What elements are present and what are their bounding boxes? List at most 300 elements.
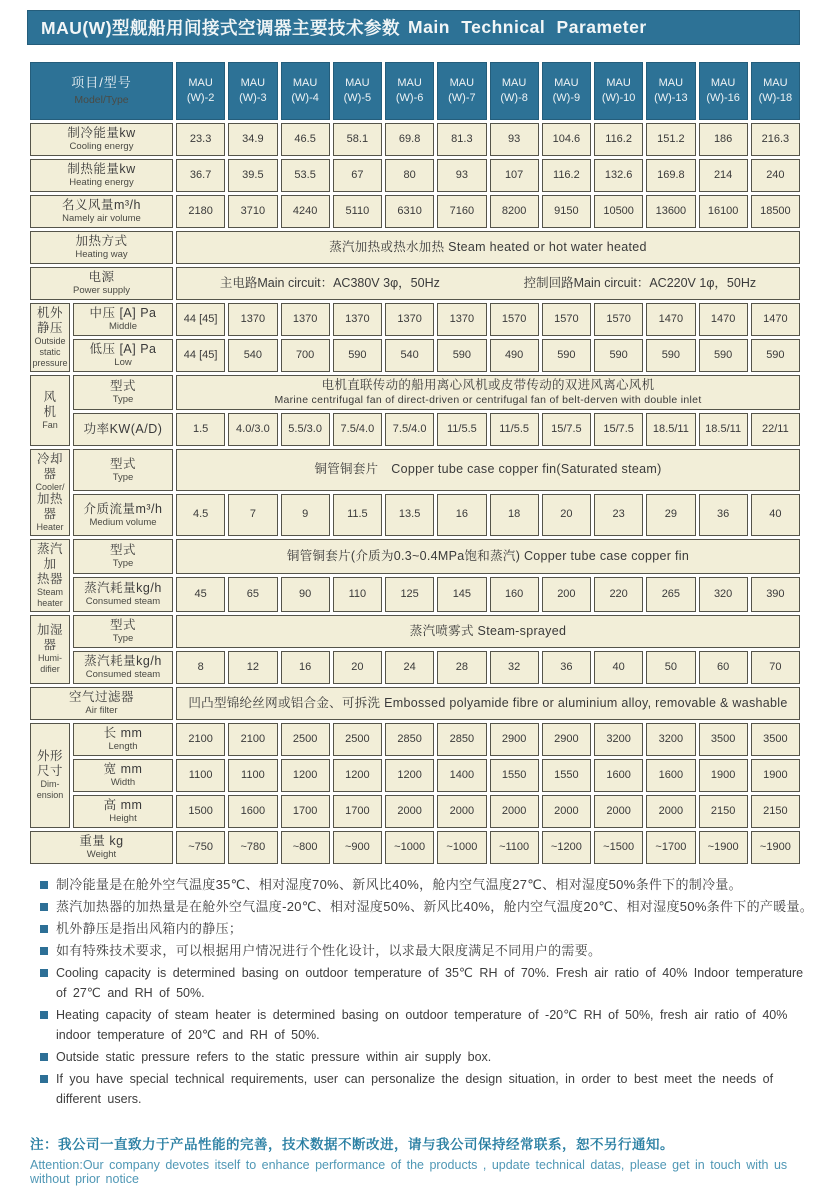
model-header — [490, 62, 539, 120]
model-header — [281, 62, 330, 120]
data-value: 2900 — [554, 732, 579, 745]
footnote-text: Heating capacity of steam heater is determined basing on outdoor temperature of -20℃ RH of 50%, fresh air ratio of 40% indoor temperature of 20℃ and RH of 50%. — [56, 1008, 788, 1043]
data-cell — [542, 413, 591, 446]
data-value: 590 — [609, 348, 628, 361]
data-value: 1600 — [240, 804, 266, 817]
data-value: 5110 — [345, 204, 370, 217]
square-bullet-icon — [40, 925, 48, 933]
data-value: 7160 — [449, 204, 475, 217]
data-cell — [594, 195, 643, 228]
data-cell — [385, 577, 434, 612]
data-cell — [176, 494, 225, 536]
data-cell — [437, 577, 486, 612]
model-suffix: (W)-4 — [291, 92, 319, 104]
data-value: 10500 — [603, 204, 634, 217]
data-cell — [542, 831, 591, 864]
model-header — [228, 62, 277, 120]
model-suffix: (W)-16 — [706, 92, 740, 104]
data-cell — [646, 759, 695, 792]
data-value: 18.5/11 — [652, 422, 689, 435]
data-cell — [699, 339, 748, 372]
data-cell — [646, 577, 695, 612]
data-cell — [490, 723, 539, 756]
data-value: 132.6 — [604, 168, 633, 181]
data-value: 46.5 — [294, 132, 316, 145]
data-cell — [490, 159, 539, 192]
row-label — [73, 449, 173, 491]
data-cell — [646, 303, 695, 336]
data-value: 116.2 — [553, 168, 580, 181]
data-value: 20 — [560, 508, 573, 521]
square-bullet-icon — [40, 947, 48, 955]
data-value: 58.1 — [346, 132, 369, 145]
model-prefix: MAU — [501, 76, 527, 89]
data-cell — [281, 831, 330, 864]
spec-table — [30, 62, 800, 864]
data-cell — [333, 339, 382, 372]
data-cell — [228, 651, 277, 684]
footnote-text: 如有特殊技术要求，可以根据用户情况进行个性化设计，以求最大限度满足不同用户的需要。 — [56, 943, 602, 959]
data-value: 2000 — [658, 804, 684, 817]
model-prefix: MAU — [606, 76, 631, 89]
row-label-en: Type — [112, 394, 134, 406]
data-value: 4.0/3.0 — [236, 422, 270, 435]
group-label — [30, 375, 70, 446]
data-cell — [176, 413, 225, 446]
data-value: 151.2 — [657, 132, 685, 145]
data-value: 5.5/3.0 — [288, 422, 322, 435]
row-label-en: Type — [112, 558, 134, 570]
data-value: 1100 — [188, 768, 213, 781]
data-value: 15/7.5 — [603, 422, 634, 435]
row-label-zh: 制冷能量kw — [67, 126, 136, 141]
data-cell — [176, 303, 225, 336]
data-value: 13.5 — [398, 508, 421, 521]
model-header — [385, 62, 434, 120]
model-header — [594, 62, 643, 120]
footnote-item — [40, 919, 816, 939]
group-label-line: Steam — [36, 587, 63, 598]
data-cell — [542, 195, 591, 228]
data-cell — [594, 577, 643, 612]
data-value: 490 — [504, 348, 524, 361]
data-cell — [228, 723, 277, 756]
data-value: 16 — [455, 508, 468, 521]
data-value: 1500 — [188, 804, 213, 817]
data-value: 81.3 — [451, 132, 473, 145]
data-cell — [176, 339, 225, 372]
data-cell — [333, 831, 382, 864]
attention-note — [30, 1133, 816, 1186]
data-cell — [751, 413, 800, 446]
data-value: ~900 — [344, 840, 370, 853]
data-cell — [281, 795, 330, 828]
model-header — [437, 62, 486, 120]
data-value: 1900 — [763, 768, 788, 781]
data-cell — [490, 577, 539, 612]
row-label-en: Middle — [109, 321, 137, 333]
data-value: 590 — [661, 348, 681, 361]
group-label-line: difier — [40, 664, 60, 675]
data-value: ~750 — [188, 840, 214, 853]
model-header — [176, 62, 225, 120]
data-value: 1200 — [345, 768, 370, 781]
model-prefix: MAU — [554, 76, 579, 89]
row-label-en: Air filter — [85, 705, 118, 717]
footnote-text: Cooling capacity is determined basing on outdoor temperature of 35℃ RH of 70%. Fresh air ratio of 40% Indoor temperature of 27℃ and RH of 50%. — [56, 966, 804, 1001]
data-cell — [385, 759, 434, 792]
data-value: 590 — [348, 348, 367, 361]
data-value: 80 — [403, 168, 416, 181]
model-prefix: MAU — [763, 76, 788, 89]
data-cell — [176, 123, 225, 156]
group-label-line: 外形 — [36, 749, 63, 764]
data-value: 145 — [452, 587, 472, 600]
data-cell — [594, 494, 643, 536]
row-label-zh: 中压 [A] Pa — [89, 306, 157, 321]
data-cell — [228, 577, 277, 612]
row-label-zh: 加热方式 — [75, 234, 128, 249]
data-cell — [699, 759, 748, 792]
data-cell — [490, 795, 539, 828]
model-type-header-en: Model/Type — [74, 94, 129, 106]
data-value: 1570 — [554, 312, 579, 325]
data-value: 590 — [713, 348, 733, 361]
data-value: 16100 — [707, 204, 739, 217]
data-cell — [594, 413, 643, 446]
model-header — [333, 62, 382, 120]
data-cell — [385, 651, 434, 684]
data-cell — [542, 723, 591, 756]
row-label — [73, 577, 173, 612]
data-value: 50 — [664, 660, 677, 673]
group-label-line: Fan — [42, 419, 58, 430]
group-label-line: Dim- — [40, 779, 60, 790]
data-value: 15/7.5 — [551, 422, 582, 435]
data-value: 1370 — [345, 312, 370, 325]
group-label — [30, 723, 70, 828]
model-prefix: MAU — [345, 76, 370, 89]
data-cell — [385, 123, 434, 156]
data-value: 700 — [295, 348, 315, 361]
data-cell — [542, 494, 591, 536]
data-value: 20 — [351, 660, 364, 673]
span-part: 主电路Main circuit：AC380V 3φ，50Hz — [219, 276, 440, 290]
data-cell — [699, 723, 748, 756]
data-cell — [228, 195, 277, 228]
data-value: 1370 — [240, 312, 266, 325]
data-cell — [699, 303, 748, 336]
data-cell — [333, 795, 382, 828]
data-cell — [228, 339, 277, 372]
row-label-en: Namely air volume — [62, 213, 141, 225]
data-cell — [751, 339, 800, 372]
span-line: 凹凸型锦纶丝网或铝合金、可拆洗 Embossed polyamide fibre or aluminium alloy, removable & washable — [188, 695, 788, 710]
group-label — [30, 449, 70, 537]
data-value: 45 — [194, 587, 207, 600]
row-label-en: Low — [114, 357, 132, 369]
group-label-line: 冷却器 — [36, 451, 63, 481]
group-label-line: Cooler/ — [35, 481, 65, 492]
data-value: 70 — [769, 660, 782, 673]
span-cell — [176, 267, 800, 300]
footnote-item — [40, 1069, 816, 1109]
row-label-zh: 介质流量m³/h — [83, 501, 163, 516]
attention-note-en: Attention:Our company devotes itself to enhance performance of the products , update technical datas, please get in touch with us without prior notice — [30, 1158, 788, 1186]
data-value: 1570 — [606, 312, 631, 325]
model-header — [699, 62, 748, 120]
footnote-text: If you have special technical requirements, user can personalize the design situation, in order to best meet the needs of different users. — [56, 1072, 774, 1107]
footnote-item — [40, 1005, 816, 1045]
data-value: ~1500 — [603, 840, 635, 853]
data-value: 16 — [299, 660, 312, 673]
group-label-line: 静压 — [36, 321, 63, 336]
data-cell — [751, 159, 800, 192]
data-value: 2180 — [188, 204, 213, 217]
data-value: 2000 — [554, 804, 579, 817]
data-value: 67 — [351, 168, 364, 181]
data-value: 65 — [246, 587, 259, 600]
data-value: 2150 — [710, 804, 736, 817]
group-label-line: 蒸汽加 — [36, 542, 63, 572]
row-label — [30, 267, 173, 300]
footnote-item — [40, 897, 816, 917]
model-header — [542, 62, 591, 120]
group-label-line: Heater — [36, 522, 64, 533]
model-suffix: (W)-6 — [395, 92, 424, 104]
row-label — [73, 723, 173, 756]
group-label-line: Humi- — [38, 653, 62, 664]
data-cell — [437, 413, 486, 446]
row-label-en: Heating way — [75, 249, 128, 261]
row-label — [30, 159, 173, 192]
data-value: 3200 — [658, 732, 684, 745]
data-cell — [751, 723, 800, 756]
data-cell — [751, 494, 800, 536]
data-cell — [490, 759, 539, 792]
data-cell — [176, 195, 225, 228]
row-label — [73, 303, 173, 336]
row-label — [30, 831, 173, 864]
page-title-zh: MAU(W)型舰船用间接式空调器主要技术参数 — [41, 18, 401, 38]
row-label-en: Cooling energy — [69, 141, 134, 153]
data-value: ~1000 — [394, 840, 426, 853]
data-cell — [281, 494, 330, 536]
row-label — [73, 539, 173, 574]
data-value: 2850 — [449, 732, 475, 745]
data-value: 110 — [348, 587, 367, 600]
data-value: 69.8 — [398, 132, 421, 145]
data-cell — [437, 339, 486, 372]
data-cell — [385, 494, 434, 536]
footnote-item — [40, 963, 816, 1003]
data-cell — [699, 195, 748, 228]
model-prefix: MAU — [449, 76, 475, 89]
data-value: 2000 — [449, 804, 475, 817]
data-cell — [228, 303, 277, 336]
data-cell — [542, 159, 591, 192]
data-value: 2100 — [188, 732, 213, 745]
data-cell — [594, 303, 643, 336]
group-label-line: 机外 — [36, 306, 63, 321]
data-value: 2100 — [240, 732, 266, 745]
data-value: 186 — [713, 132, 733, 145]
data-cell — [281, 577, 330, 612]
data-cell — [699, 651, 748, 684]
data-value: 1700 — [345, 804, 370, 817]
data-value: 3500 — [763, 732, 788, 745]
data-value: 116.2 — [605, 132, 632, 145]
footnote-item — [40, 941, 816, 961]
row-label — [30, 123, 173, 156]
group-label-line: 风 — [43, 389, 57, 404]
data-cell — [699, 159, 748, 192]
data-value: 590 — [557, 348, 576, 361]
row-label — [73, 795, 173, 828]
data-cell — [228, 831, 277, 864]
data-value: 220 — [609, 587, 628, 600]
data-cell — [333, 494, 382, 536]
model-suffix: (W)-9 — [552, 92, 581, 104]
data-value: 320 — [713, 587, 733, 600]
footnote-text: 机外静压是指出风箱内的静压； — [56, 921, 243, 937]
group-label-line: Outside — [34, 336, 66, 347]
data-cell — [228, 494, 277, 536]
data-cell — [385, 195, 434, 228]
span-cell — [176, 687, 800, 720]
data-value: 32 — [508, 660, 521, 673]
data-value: 1100 — [241, 768, 265, 781]
row-label — [73, 759, 173, 792]
data-cell — [437, 303, 486, 336]
model-suffix: (W)-7 — [448, 92, 476, 104]
data-cell — [490, 831, 539, 864]
data-value: 36 — [717, 508, 730, 521]
data-value: 216.3 — [761, 132, 790, 145]
data-cell — [281, 723, 330, 756]
data-value: 2850 — [397, 732, 422, 745]
model-prefix: MAU — [397, 76, 422, 89]
data-cell — [228, 123, 277, 156]
row-label-en: Medium volume — [89, 516, 157, 528]
row-label-zh: 空气过滤器 — [68, 690, 134, 705]
model-suffix: (W)-5 — [343, 92, 372, 104]
data-cell — [490, 195, 539, 228]
data-value: 36 — [560, 660, 573, 673]
model-prefix: MAU — [658, 76, 684, 89]
data-cell — [751, 303, 800, 336]
page-title — [27, 10, 800, 45]
row-label-en: Width — [110, 777, 136, 789]
data-value: 1200 — [397, 768, 422, 781]
row-label-zh: 型式 — [109, 456, 136, 471]
data-value: 590 — [766, 348, 785, 361]
data-value: 1370 — [292, 312, 318, 325]
data-cell — [333, 759, 382, 792]
data-value: 1570 — [501, 312, 527, 325]
data-cell — [437, 159, 486, 192]
data-value: 590 — [452, 348, 472, 361]
data-cell — [281, 303, 330, 336]
span-cell — [176, 539, 800, 574]
model-prefix: MAU — [710, 76, 736, 89]
data-value: ~800 — [292, 840, 318, 853]
data-value: 1400 — [449, 768, 475, 781]
data-value: 1600 — [606, 768, 631, 781]
data-value: 4240 — [292, 204, 318, 217]
data-cell — [542, 303, 591, 336]
data-cell — [646, 831, 695, 864]
data-value: 12 — [246, 660, 259, 673]
row-label-zh: 型式 — [109, 379, 136, 394]
data-cell — [333, 123, 382, 156]
footnote-text: 制冷能量是在舱外空气温度35℃、相对湿度70%、新风比40%，舱内空气温度27℃、相对湿度50%条件下的制冷量。 — [56, 876, 742, 892]
row-label-zh: 型式 — [109, 543, 136, 558]
row-label — [30, 687, 173, 720]
model-prefix: MAU — [292, 76, 318, 89]
data-value: 200 — [557, 587, 576, 600]
data-cell — [437, 723, 486, 756]
data-cell — [385, 831, 434, 864]
data-value: 7.5/4.0 — [340, 422, 375, 435]
data-value: 2000 — [397, 804, 422, 817]
row-label-zh: 低压 [A] Pa — [89, 342, 157, 357]
data-cell — [490, 303, 539, 336]
data-cell — [490, 494, 539, 536]
data-value: 540 — [243, 348, 263, 361]
data-cell — [385, 159, 434, 192]
row-label-zh: 重量 kg — [79, 834, 124, 849]
data-cell — [594, 123, 643, 156]
data-cell — [594, 339, 643, 372]
data-value: 169.8 — [657, 168, 685, 181]
data-value: 9 — [302, 508, 309, 521]
row-label-en: Type — [112, 471, 134, 483]
row-label-zh: 蒸汽耗量kg/h — [84, 581, 162, 596]
group-label-line: 机 — [43, 404, 57, 419]
data-value: 1.5 — [192, 422, 209, 435]
data-cell — [228, 759, 277, 792]
footnote-item — [40, 875, 816, 895]
span-cell — [176, 375, 800, 410]
data-cell — [333, 723, 382, 756]
data-value: 36.7 — [189, 168, 212, 181]
data-value: ~780 — [240, 840, 266, 853]
square-bullet-icon — [40, 903, 48, 911]
data-value: 214 — [713, 168, 733, 181]
row-label-zh: 蒸汽耗量kg/h — [84, 654, 162, 669]
model-prefix: MAU — [240, 76, 266, 89]
data-value: 1470 — [658, 312, 684, 325]
row-label-en: Power supply — [72, 285, 131, 297]
data-cell — [281, 651, 330, 684]
data-value: 22/11 — [762, 422, 789, 435]
data-value: 4.5 — [192, 508, 209, 521]
data-value: 240 — [766, 168, 785, 181]
group-label — [30, 539, 70, 612]
data-cell — [333, 159, 382, 192]
group-label — [30, 615, 70, 684]
data-cell — [542, 795, 591, 828]
row-label-en: Consumed steam — [85, 669, 161, 681]
row-label — [30, 231, 173, 264]
row-label — [73, 339, 173, 372]
group-label-line: 加湿器 — [36, 623, 63, 653]
data-value: 44 [45] — [183, 312, 218, 325]
data-value: 7.5/4.0 — [392, 422, 427, 435]
data-value: 8200 — [501, 204, 527, 217]
data-value: ~1900 — [707, 840, 739, 853]
